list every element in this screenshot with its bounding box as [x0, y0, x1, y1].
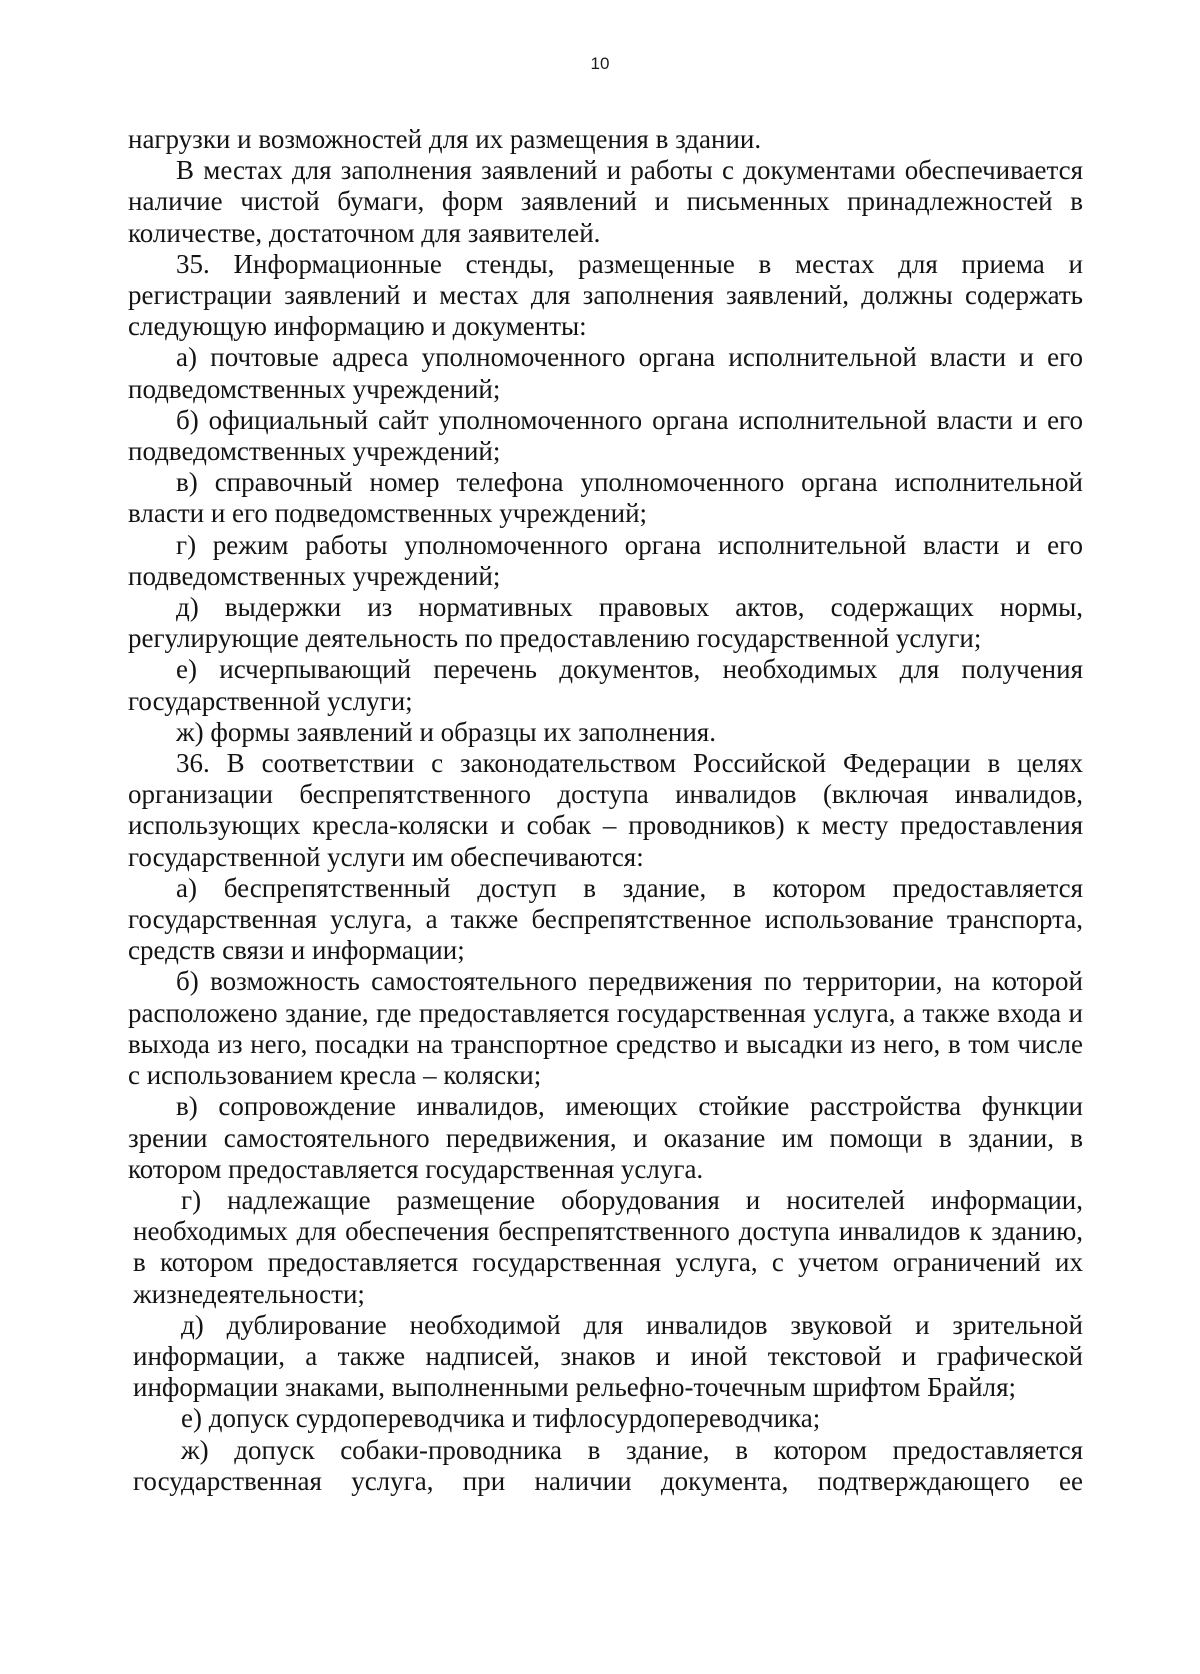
list-item-35-d: д) выдержки из нормативных правовых актов, содержащих нормы, регулирующие деятельность по предоставлению государственной услуги; [128, 592, 1083, 654]
list-item-36-zh: ж) допуск собаки-проводника в здание, в котором предоставляется государственная услуга, при наличии документа, подтверждающего ее [133, 1434, 1083, 1496]
list-item-35-b: б) официальный сайт уполномоченного органа исполнительной власти и его подведомственных учреждений; [128, 404, 1083, 467]
paragraph-35: 35. Информационные стенды, размещенные в местах для приема и регистрации заявлений и местах для заполнения заявлений, должны содержать следующую информацию и документы: [128, 248, 1083, 342]
list-item-35-g: г) режим работы уполномоченного органа исполнительной власти и его подведомственных учреждений; [128, 529, 1083, 591]
paragraph-workplaces: В местах для заполнения заявлений и работы с документами обеспечивается наличие чистой бумаги, форм заявлений и письменных принадлежностей в количестве, достаточном для заявителей. [128, 155, 1083, 248]
page-number: 10 [590, 54, 610, 73]
list-item-36-a: а) беспрепятственный доступ в здание, в котором предоставляется государственная услуга, а также беспрепятственное использование транспорта, средств связи и информации; [128, 872, 1083, 966]
list-item-35-e: е) исчерпывающий перечень документов, необходимых для получения государственной услуги; [128, 654, 1083, 716]
list-item-36-e: е) допуск сурдопереводчика и тифлосурдопереводчика; [181, 1403, 821, 1434]
paragraph-continuation: нагрузки и возможностей для их размещения в здании. [128, 124, 762, 154]
list-item-36-b: б) возможность самостоятельного передвижения по территории, на которой расположено здание, где предоставляется государственная услуга, а также входа и выхода из него, посадки на транспортное средство и высадки из него, в том числе с использованием кресла – коляски; [128, 966, 1083, 1091]
document-body [128, 124, 1083, 1497]
list-item-36-v: в) сопровождение инвалидов, имеющих стойкие расстройства функции зрении самостоятельного передвижения, и оказание им помощи в здании, в котором предоставляется государственная услуга. [128, 1091, 1083, 1184]
list-item-35-a: а) почтовые адреса уполномоченного органа исполнительной власти и его подведомственных учреждений; [128, 342, 1083, 404]
paragraph-36: 36. В соответствии с законодательством Российской Федерации в целях организации беспрепятственного доступа инвалидов (включая инвалидов, использующих кресла-коляски и собак – проводников) к месту предоставления государственной услуги им обеспечиваются: [128, 748, 1083, 872]
list-item-36-g: г) надлежащие размещение оборудования и носителей информации, необходимых для обеспечения беспрепятственного доступа инвалидов к зданию, в котором предоставляется государственная услуга, с учетом ограничений их жизнедеятельности; [133, 1184, 1083, 1309]
list-item-36-d: д) дублирование необходимой для инвалидов звуковой и зрительной информации, а также надписей, знаков и иной текстовой и графической информации знаками, выполненными рельефно-точечным шрифтом Брайля; [133, 1309, 1083, 1403]
list-item-35-zh: ж) формы заявлений и образцы их заполнения. [176, 716, 716, 747]
list-item-35-v: в) справочный номер телефона уполномоченного органа исполнительной власти и его подведомственных учреждений; [128, 467, 1083, 529]
